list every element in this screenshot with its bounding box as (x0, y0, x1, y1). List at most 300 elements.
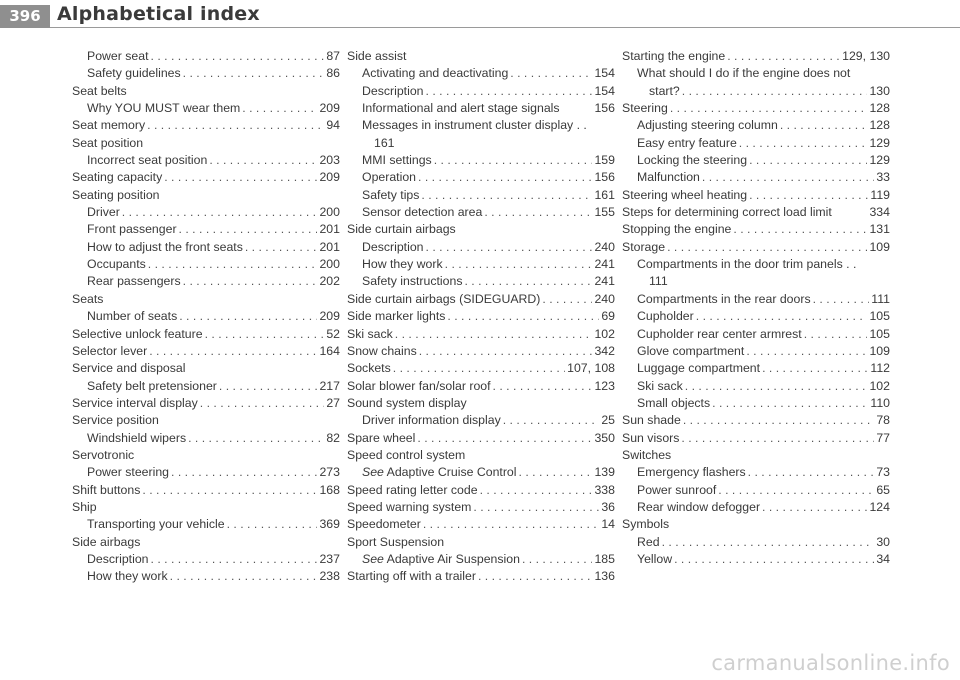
index-subentry (622, 65, 890, 82)
leader-dots (662, 534, 875, 551)
entry-label: Compartments in the rear doors (637, 291, 811, 306)
leader-dots (148, 256, 318, 273)
leader-dots (151, 48, 325, 65)
index-subentry (622, 395, 890, 412)
index-entry (347, 308, 615, 325)
leader-dots (200, 395, 325, 412)
leader-dots (242, 100, 317, 117)
index-entry (622, 187, 890, 204)
entry-label: Malfunction (637, 170, 700, 185)
index-subentry (347, 464, 615, 481)
header-rule (50, 27, 960, 28)
page-reference: 124 (869, 499, 890, 514)
index-subentry (347, 187, 615, 204)
index-entry (347, 291, 615, 308)
index-entry (347, 378, 615, 395)
entry-label: Speed rating letter code (347, 482, 478, 497)
leader-dots (395, 326, 593, 343)
entry-label: Seating capacity (72, 170, 163, 185)
entry-label: Operation (362, 170, 417, 185)
entry-label: Messages in instrument cluster display . . (362, 118, 587, 133)
index-entry (72, 395, 340, 412)
page-reference: 128 (869, 118, 890, 133)
entry-label: Description (362, 83, 424, 98)
leader-dots (813, 291, 870, 308)
page-reference: 369 (319, 517, 340, 532)
page-reference: 111 (871, 291, 890, 306)
leader-dots (445, 256, 593, 273)
page-reference: 129 (869, 153, 890, 168)
page-reference: 52 (326, 326, 340, 341)
entry-label: Safety guidelines (87, 66, 181, 81)
leader-dots (749, 187, 868, 204)
index-entry (622, 100, 890, 117)
entry-label: How to adjust the front seats (87, 239, 243, 254)
leader-dots (426, 83, 593, 100)
leader-dots (484, 204, 592, 221)
page-reference: 69 (601, 309, 615, 324)
page-reference: 350 (594, 430, 615, 445)
leader-dots (682, 83, 868, 100)
entry-label: Occupants (87, 257, 146, 272)
page-reference: 200 (319, 205, 340, 220)
entry-label: Solar blower fan/solar roof (347, 378, 491, 393)
watermark: carmanualsonline.info (711, 651, 950, 675)
page-reference: 155 (594, 205, 615, 220)
entry-label: Incorrect seat position (87, 153, 208, 168)
page-reference: 34 (876, 551, 890, 566)
leader-dots (478, 568, 593, 585)
page-reference: 185 (594, 551, 615, 566)
index-entry (622, 48, 890, 65)
index-subentry (72, 568, 340, 585)
page-reference: 237 (319, 551, 340, 566)
page-reference: 102 (869, 378, 890, 393)
page-header (0, 0, 960, 28)
page-reference: 107, 108 (567, 361, 615, 376)
entry-text: Adaptive Air Suspension (386, 551, 520, 566)
entry-label: Switches (622, 447, 672, 462)
leader-dots (683, 412, 875, 429)
page-reference: 200 (319, 257, 340, 272)
index-subentry (622, 83, 890, 100)
page-reference: 334 (869, 205, 890, 220)
index-subentry (72, 100, 340, 117)
entry-label: Side curtain airbags (347, 222, 456, 237)
see-reference: See (362, 551, 384, 566)
index-subentry (347, 551, 615, 568)
page-reference: 238 (319, 569, 340, 584)
entry-label: Side curtain airbags (SIDEGUARD) (347, 291, 541, 306)
index-column-2 (347, 48, 615, 586)
entry-label: Speed control system (347, 447, 466, 462)
leader-dots (542, 291, 592, 308)
entry-label: Red (637, 534, 660, 549)
page-reference: 86 (326, 66, 340, 81)
index-entry (347, 447, 615, 464)
leader-dots (464, 273, 592, 290)
entry-label: start? (649, 83, 680, 98)
index-entry (622, 204, 890, 221)
entry-label: Speed warning system (347, 499, 472, 514)
entry-label: Cupholder rear center armrest (637, 326, 802, 341)
leader-dots (421, 187, 592, 204)
leader-dots (674, 551, 874, 568)
page-reference: 209 (319, 309, 340, 324)
leader-dots (804, 326, 868, 343)
leader-dots (170, 568, 318, 585)
index-subentry (72, 256, 340, 273)
index-subentry (72, 430, 340, 447)
entry-label: Easy entry feature (637, 135, 737, 150)
index-entry (72, 534, 340, 551)
page-reference: 338 (594, 482, 615, 497)
index-entry (72, 412, 340, 429)
entry-label: How they work (362, 257, 443, 272)
index-subentry (72, 378, 340, 395)
entry-label: Emergency flashers (637, 465, 746, 480)
entry-label: Steering (622, 101, 668, 116)
page-reference: 154 (594, 83, 615, 98)
entry-label: Sport Suspension (347, 534, 445, 549)
index-column-3 (622, 48, 890, 568)
entry-label: Sound system display (347, 395, 467, 410)
index-subentry (347, 204, 615, 221)
leader-dots (447, 308, 599, 325)
index-entry (72, 291, 340, 308)
entry-label: Side marker lights (347, 309, 446, 324)
entry-label: Starting off with a trailer (347, 569, 476, 584)
leader-dots (434, 152, 593, 169)
leader-dots (147, 117, 324, 134)
index-entry (72, 169, 340, 186)
entry-label: Compartments in the door trim panels . . (637, 257, 857, 272)
index-entry (347, 221, 615, 238)
page-reference: 33 (876, 170, 890, 185)
index-subentry (622, 326, 890, 343)
leader-dots (171, 464, 317, 481)
page-reference: 87 (326, 49, 340, 63)
page-reference: 78 (876, 413, 890, 428)
index-entry (72, 326, 340, 343)
index-entry (72, 482, 340, 499)
index-subentry (72, 464, 340, 481)
entry-text: Adaptive Cruise Control (386, 465, 517, 480)
entry-label: Driver (87, 205, 120, 220)
page-reference: 14 (601, 517, 615, 532)
index-subentry (72, 152, 340, 169)
leader-dots (480, 482, 593, 499)
index-entry (622, 447, 890, 464)
page-title: Alphabetical index (57, 3, 260, 25)
entry-label: Power steering (87, 465, 170, 480)
leader-dots (681, 430, 874, 447)
leader-dots (149, 343, 317, 360)
page-reference: 209 (319, 101, 340, 116)
page-reference: 130 (869, 83, 890, 98)
index-entry (622, 221, 890, 238)
index-subentry (72, 516, 340, 533)
entry-label (362, 464, 517, 481)
entry-label: Transporting your vehicle (87, 517, 225, 532)
index-subentry (347, 239, 615, 256)
entry-label: Side assist (347, 49, 407, 63)
index-subentry (347, 412, 615, 429)
index-subentry (72, 204, 340, 221)
index-entry (347, 48, 615, 65)
page-reference: 136 (594, 569, 615, 584)
index-entry (347, 482, 615, 499)
page-reference: 131 (869, 222, 890, 237)
entry-label: How they work (87, 569, 168, 584)
leader-dots (164, 169, 317, 186)
page-reference: 241 (594, 257, 615, 272)
entry-label: Service position (72, 413, 159, 428)
leader-dots (245, 239, 318, 256)
index-subentry (72, 239, 340, 256)
index-entry (72, 499, 340, 516)
page-reference: 203 (319, 153, 340, 168)
entry-label: Safety instructions (362, 274, 463, 289)
leader-dots (718, 482, 874, 499)
entry-label: Locking the steering (637, 153, 748, 168)
index-subentry (347, 169, 615, 186)
index-column-1 (72, 48, 340, 586)
page-reference: 161 (594, 187, 615, 202)
entry-label: Selector lever (72, 343, 148, 358)
page-reference: 109 (869, 343, 890, 358)
index-entry (72, 117, 340, 134)
entry-label: Sun shade (622, 413, 681, 428)
leader-dots (519, 464, 593, 481)
entry-label: Shift buttons (72, 482, 141, 497)
index-entry (622, 430, 890, 447)
entry-label: Side airbags (72, 534, 141, 549)
page-reference: 73 (876, 465, 890, 480)
page-reference: 36 (601, 499, 615, 514)
leader-dots (426, 239, 593, 256)
page-reference: 30 (876, 534, 890, 549)
leader-dots (762, 360, 868, 377)
leader-dots (749, 152, 867, 169)
leader-dots (493, 378, 593, 395)
leader-dots (696, 308, 868, 325)
entry-label: Rear passengers (87, 274, 181, 289)
leader-dots (748, 464, 875, 481)
leader-dots (423, 516, 599, 533)
page-reference: 105 (869, 326, 890, 341)
leader-dots (522, 551, 593, 568)
entry-label: Informational and alert stage signals (362, 101, 560, 116)
page-reference: 217 (319, 378, 340, 393)
index-subentry (622, 152, 890, 169)
entry-label: Service and disposal (72, 361, 186, 376)
index-subentry (622, 343, 890, 360)
leader-dots (727, 48, 840, 65)
entry-label: Why YOU MUST wear them (87, 101, 241, 116)
index-subentry (622, 551, 890, 568)
entry-label: Power sunroof (637, 482, 717, 497)
page-reference: 164 (319, 343, 340, 358)
page-reference: 159 (594, 153, 615, 168)
leader-dots (417, 430, 592, 447)
page-reference: 156 (594, 170, 615, 185)
leader-dots (419, 343, 593, 360)
page-reference: 119 (870, 187, 890, 202)
entry-label: Ski sack (637, 378, 683, 393)
entry-label: Number of seats (87, 309, 178, 324)
index-entry (347, 499, 615, 516)
entry-label: Safety tips (362, 187, 420, 202)
see-reference: See (362, 465, 384, 480)
leader-dots (151, 551, 318, 568)
index-subentry (72, 308, 340, 325)
leader-dots (685, 378, 868, 395)
index-subentry (347, 65, 615, 82)
index-entry (347, 395, 615, 412)
page-reference: 139 (594, 465, 615, 480)
leader-dots (179, 221, 318, 238)
leader-dots (122, 204, 318, 221)
entry-label: Luggage compartment (637, 361, 761, 376)
leader-dots (739, 135, 868, 152)
entry-label: Driver information display (362, 413, 501, 428)
page-reference: 105 (869, 309, 890, 324)
index-entry (72, 343, 340, 360)
page-reference: 25 (601, 413, 615, 428)
entry-label: Service interval display (72, 395, 198, 410)
leader-dots (667, 239, 867, 256)
page-reference: 112 (870, 361, 890, 376)
entry-label: Seat position (72, 135, 144, 150)
entry-label: Seating position (72, 187, 160, 202)
entry-label: Selective unlock feature (72, 326, 203, 341)
leader-dots (205, 326, 325, 343)
page-reference: 129 (869, 135, 890, 150)
entry-label: Rear window defogger (637, 499, 761, 514)
leader-dots (712, 395, 868, 412)
index-subentry (622, 464, 890, 481)
index-entry (347, 516, 615, 533)
page-number: 396 (0, 5, 50, 28)
entry-label: Small objects (637, 395, 711, 410)
entry-label: Ski sack (347, 326, 393, 341)
page-reference: 241 (594, 274, 615, 289)
index-entry (72, 187, 340, 204)
index-entry (347, 326, 615, 343)
entry-label: Steering wheel heating (622, 187, 748, 202)
leader-dots (733, 221, 867, 238)
leader-dots (670, 100, 868, 117)
entry-label: Sun visors (622, 430, 680, 445)
entry-label: Steps for determining correct load limit (622, 205, 832, 220)
entry-label: Symbols (622, 517, 670, 532)
entry-label: Safety belt pretensioner (87, 378, 217, 393)
page-reference: 128 (869, 101, 890, 116)
entry-label: Speedometer (347, 517, 421, 532)
leader-dots (219, 378, 318, 395)
index-subentry (622, 499, 890, 516)
entry-label: 111 (649, 274, 668, 289)
entry-label: 161 (374, 135, 395, 150)
entry-label: Seats (72, 291, 104, 306)
leader-dots (473, 499, 599, 516)
entry-label: Seat memory (72, 118, 146, 133)
page-reference: 102 (594, 326, 615, 341)
leader-dots (780, 117, 868, 134)
leader-dots (188, 430, 324, 447)
index-subentry (622, 534, 890, 551)
index-subentry (72, 221, 340, 238)
page-reference: 129, 130 (842, 49, 890, 63)
leader-dots (702, 169, 874, 186)
index-entry (72, 447, 340, 464)
leader-dots (183, 65, 325, 82)
entry-label: Storage (622, 239, 666, 254)
entry-label: Description (362, 239, 424, 254)
index-entry (72, 83, 340, 100)
page-reference: 82 (326, 430, 340, 445)
index-subentry (622, 169, 890, 186)
entry-label (362, 551, 520, 568)
leader-dots (209, 152, 317, 169)
index-entry (72, 135, 340, 152)
index-subentry (72, 273, 340, 290)
page-reference: 109 (869, 239, 890, 254)
entry-label: Stopping the engine (622, 222, 732, 237)
index-subentry (72, 65, 340, 82)
index-subentry (622, 360, 890, 377)
leader-dots (418, 169, 592, 186)
index-entry (347, 534, 615, 551)
index-subentry (347, 273, 615, 290)
page-reference: 240 (594, 291, 615, 306)
index-subentry (347, 256, 615, 273)
entry-label: Front passenger (87, 222, 177, 237)
index-subentry (347, 83, 615, 100)
index-entry (622, 516, 890, 533)
entry-label: Adjusting steering column (637, 118, 778, 133)
entry-label: Ship (72, 499, 97, 514)
page-reference: 94 (326, 118, 340, 133)
page-reference: 27 (326, 395, 340, 410)
index-subentry (347, 100, 615, 117)
page-reference: 65 (876, 482, 890, 497)
index-subentry (622, 273, 890, 290)
index-entry (622, 239, 890, 256)
entry-label: Servotronic (72, 447, 135, 462)
index-entry (347, 343, 615, 360)
index-entry (622, 412, 890, 429)
page-reference: 123 (594, 378, 615, 393)
index-subentry (622, 135, 890, 152)
leader-dots (503, 412, 600, 429)
index-subentry (622, 256, 890, 273)
leader-dots (762, 499, 867, 516)
index-entry (347, 430, 615, 447)
entry-label: Yellow (637, 551, 673, 566)
index-subentry (622, 378, 890, 395)
page-reference: 240 (594, 239, 615, 254)
page-reference: 201 (319, 222, 340, 237)
index-entry (72, 360, 340, 377)
entry-label: MMI settings (362, 153, 432, 168)
entry-label: Cupholder (637, 309, 694, 324)
page-reference: 273 (319, 465, 340, 480)
leader-dots (510, 65, 592, 82)
entry-label: Snow chains (347, 343, 417, 358)
leader-dots (179, 308, 317, 325)
